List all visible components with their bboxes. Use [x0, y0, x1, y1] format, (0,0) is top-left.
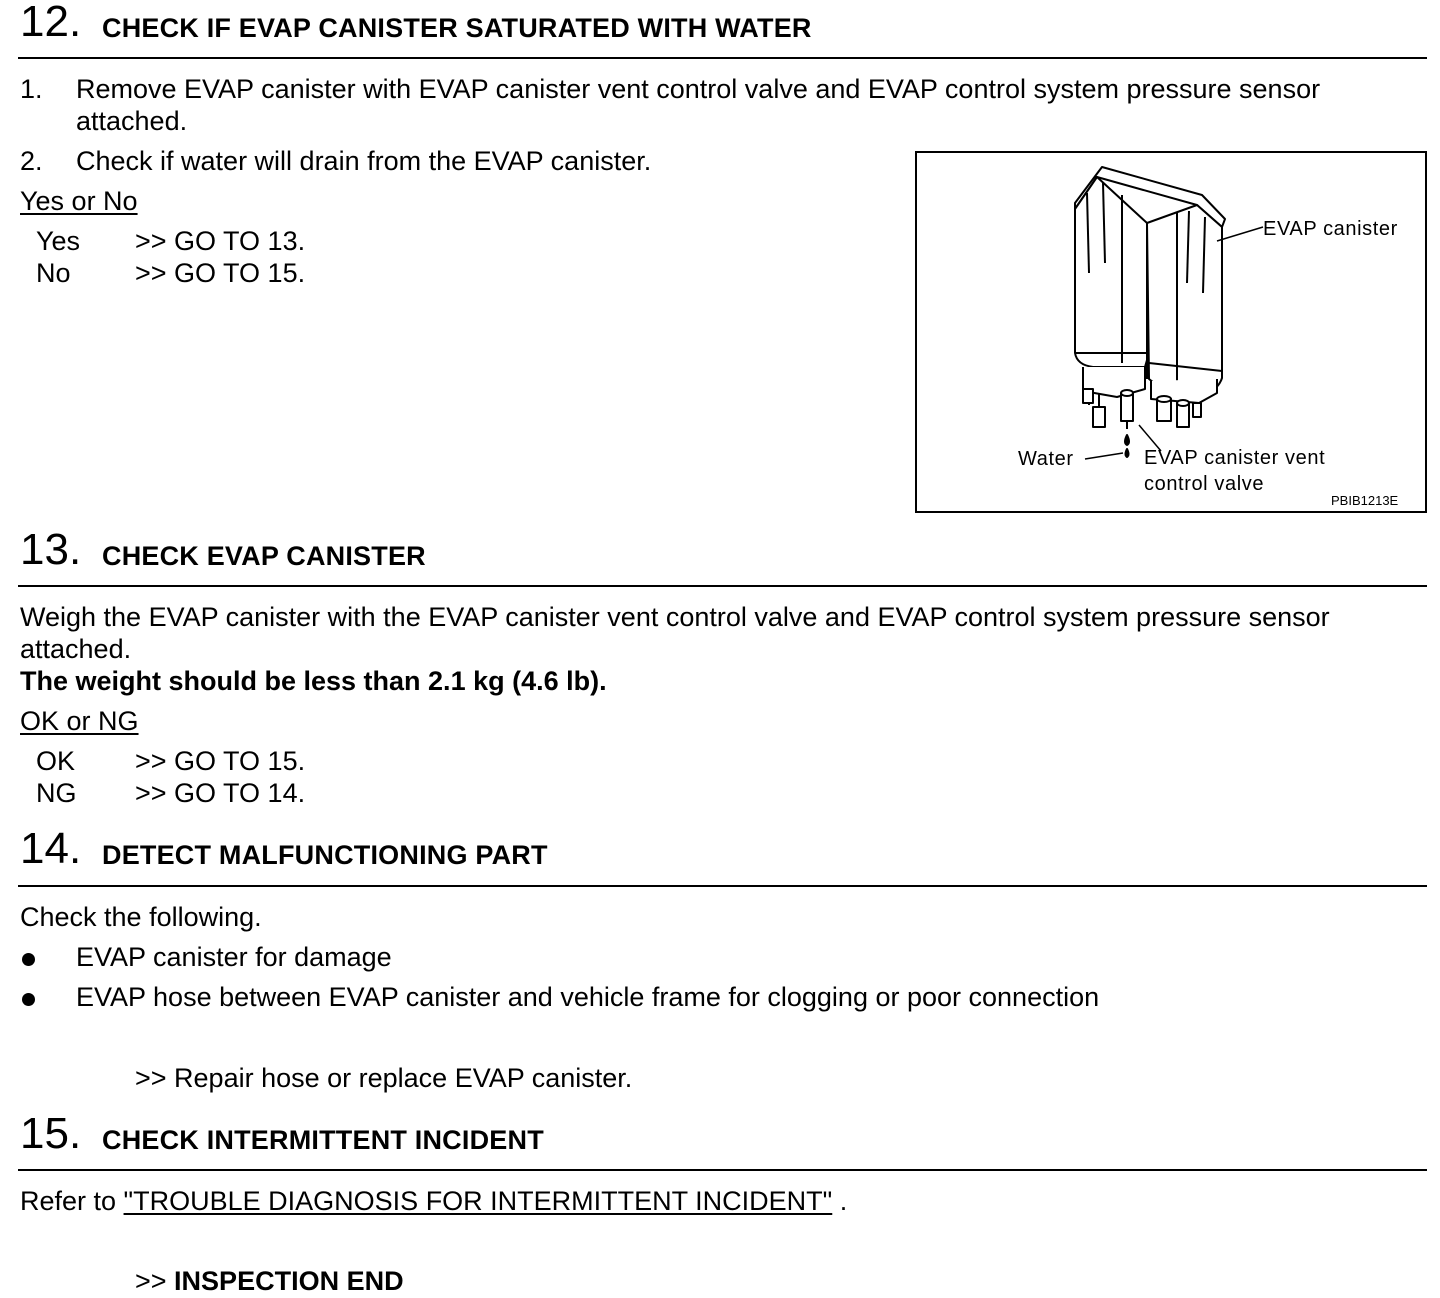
step-15-title: CHECK INTERMITTENT INCIDENT — [102, 1125, 544, 1155]
intermittent-incident-link[interactable]: "TROUBLE DIAGNOSIS FOR INTERMITTENT INCIDENT" — [123, 1186, 833, 1216]
step-13-option-ng: NG — [36, 778, 77, 808]
step-13-option-ok-action: >> GO TO 15. — [135, 746, 306, 776]
step-14-bullet-2: EVAP hose between EVAP canister and vehicle frame for clogging or poor connection — [76, 982, 1100, 1012]
step-12-item-1-text-cont: attached. — [76, 106, 188, 136]
figure-label-water: Water — [1018, 448, 1074, 470]
step-13-option-ng-action: >> GO TO 14. — [135, 778, 306, 808]
step-15-refer-suffix: . — [832, 1186, 848, 1216]
step-13-option-ok: OK — [36, 746, 76, 776]
step-15-refer-line — [20, 1185, 847, 1217]
figure-code: PBIB1213E — [1331, 493, 1399, 508]
step-12-number: 12. — [20, 0, 82, 46]
inspection-end — [135, 1265, 404, 1297]
step-12-item-2-text: Check if water will drain from the EVAP canister. — [76, 146, 652, 176]
step-12-option-yes-action: >> GO TO 13. — [135, 226, 306, 256]
step-14-divider — [18, 885, 1427, 887]
step-13-number: 13. — [20, 525, 82, 574]
step-14-number: 14. — [20, 824, 82, 873]
evap-canister-figure — [915, 151, 1427, 513]
step-12-option-no-action: >> GO TO 15. — [135, 258, 306, 288]
step-14-title: DETECT MALFUNCTIONING PART — [102, 840, 548, 870]
step-12-option-no: No — [36, 258, 71, 288]
step-12-item-1-number: 1. — [20, 74, 43, 104]
step-14-bullet-1: EVAP canister for damage — [76, 942, 392, 972]
step-13-text: Weigh the EVAP canister with the EVAP canister vent control valve and EVAP control system pressure sensor — [20, 602, 1330, 632]
bullet-icon — [22, 993, 35, 1006]
figure-label-vent-valve-line1: EVAP canister vent — [1144, 447, 1326, 469]
step-14-action: >> Repair hose or replace EVAP canister. — [135, 1063, 633, 1093]
step-13-title: CHECK EVAP CANISTER — [102, 541, 426, 571]
step-12-item-1-text: Remove EVAP canister with EVAP canister vent control valve and EVAP control system pressure sensor — [76, 74, 1321, 104]
step-12-item-2-number: 2. — [20, 146, 43, 176]
step-12-divider — [18, 57, 1427, 59]
step-13-divider — [18, 585, 1427, 587]
step-15-refer-prefix: Refer to — [20, 1186, 124, 1216]
step-12-option-yes: Yes — [36, 226, 81, 256]
step-13-weight-spec: The weight should be less than 2.1 kg (4.6 lb). — [20, 666, 607, 696]
figure-label-vent-valve-line2: control valve — [1144, 473, 1265, 495]
inspection-end-prefix: >> — [135, 1266, 175, 1296]
step-15-number: 15. — [20, 1109, 82, 1158]
figure-label-evap-canister: EVAP canister — [1263, 218, 1398, 240]
step-13-decision-heading: OK or NG — [20, 706, 139, 736]
step-12-decision-heading: Yes or No — [20, 186, 138, 216]
step-14-intro: Check the following. — [20, 902, 262, 932]
step-12-title: CHECK IF EVAP CANISTER SATURATED WITH WATER — [102, 13, 812, 43]
step-13-text-cont: attached. — [20, 634, 132, 664]
inspection-end-label: INSPECTION END — [174, 1266, 404, 1296]
bullet-icon — [22, 953, 35, 966]
step-15-divider — [18, 1169, 1427, 1171]
